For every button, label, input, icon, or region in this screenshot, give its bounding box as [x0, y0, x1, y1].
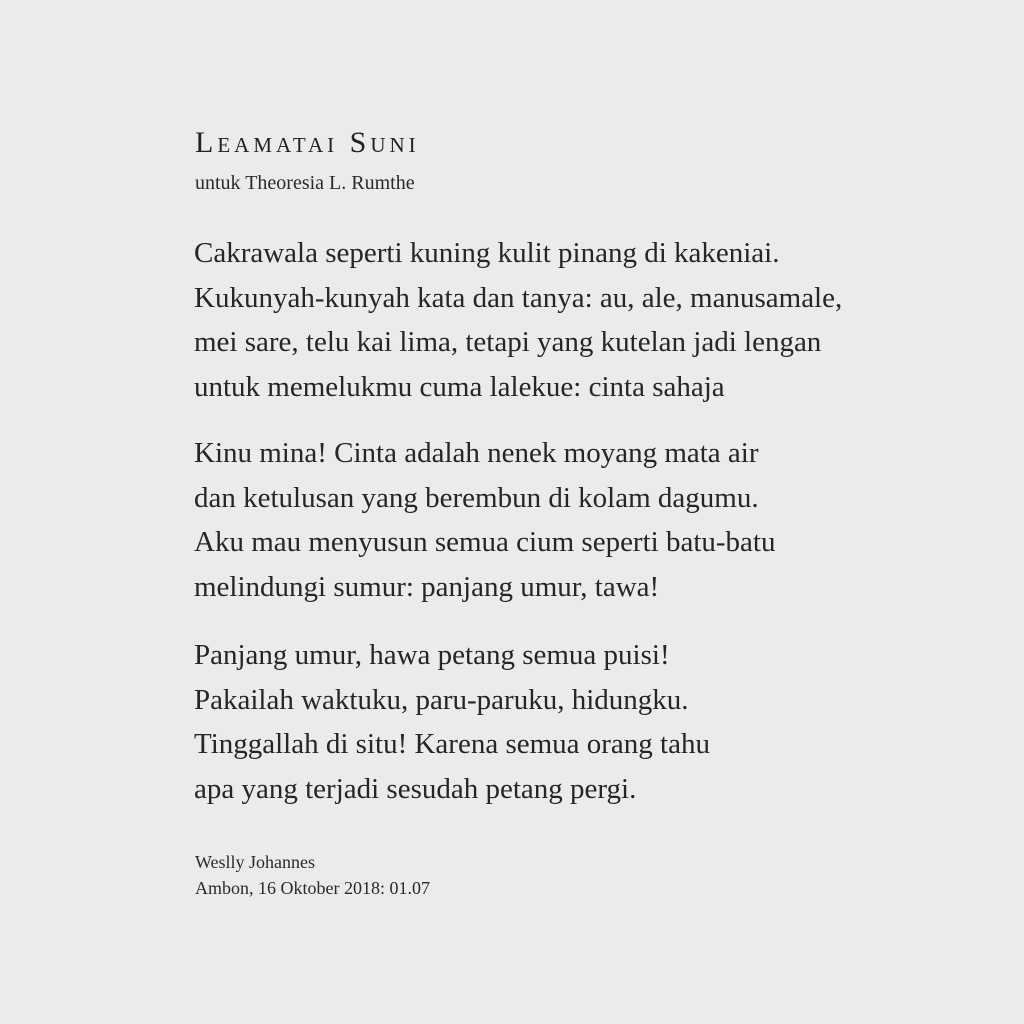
stanza-2	[194, 431, 954, 610]
stanza-line: dan ketulusan yang berembun di kolam dagumu.	[194, 481, 759, 514]
stanza-3	[194, 633, 954, 812]
place-date: Ambon, 16 Oktober 2018: 01.07	[195, 878, 430, 898]
stanza-line: Aku mau menyusun semua cium seperti batu-batu	[194, 526, 776, 559]
author-name: Weslly Johannes	[195, 852, 316, 872]
stanza-line: Tinggallah di situ! Karena semua orang tahu	[194, 728, 710, 761]
stanza-line: untuk memelukmu cuma lalekue: cinta sahaja	[194, 371, 725, 404]
poem-dedication: untuk Theoresia L. Rumthe	[195, 172, 415, 194]
stanza-line: Kukunyah-kunyah kata dan tanya: au, ale, manusamale,	[194, 281, 843, 314]
signature-block	[195, 849, 430, 901]
stanza-line: Pakailah waktuku, paru-paruku, hidungku.	[194, 683, 689, 716]
stanza-line: mei sare, telu kai lima, tetapi yang kutelan jadi lengan	[194, 326, 822, 359]
stanza-line: Cakrawala seperti kuning kulit pinang di kakeniai.	[194, 237, 780, 269]
stanza-line: melindungi sumur: panjang umur, tawa!	[194, 571, 660, 604]
stanza-line: apa yang terjadi sesudah petang pergi.	[194, 773, 637, 806]
poem-title: Leamatai Suni	[195, 126, 420, 159]
stanza-line: Panjang umur, hawa petang semua puisi!	[194, 639, 670, 671]
stanza-1	[194, 231, 954, 410]
stanza-line: Kinu mina! Cinta adalah nenek moyang mata air	[194, 437, 759, 469]
